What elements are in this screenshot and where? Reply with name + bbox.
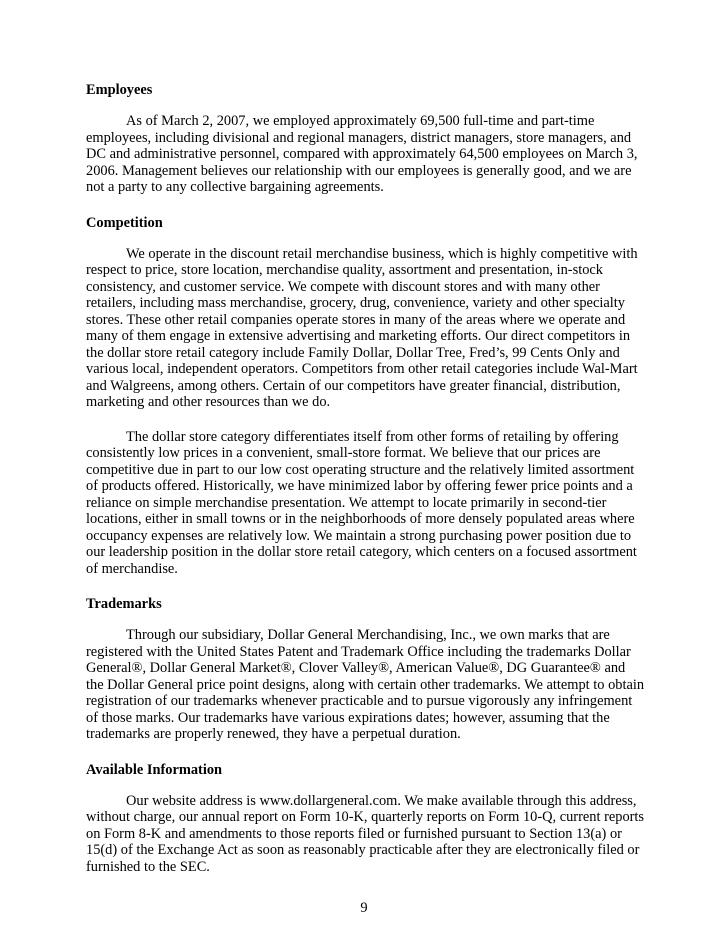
page-number: 9: [360, 900, 368, 916]
text-line: various local, independent operators. Competitors from other retail categories include Wal-Mart: [86, 361, 638, 377]
text-line: on Form 8-K and amendments to those reports filed or furnished pursuant to Section 13(a) or: [86, 825, 622, 842]
text-line: registered with the United States Patent and Trademark Office including the trademarks Dollar: [86, 643, 631, 660]
text-line: consistency, and customer service. We compete with discount stores and with many other: [86, 278, 600, 295]
section-available-information: [86, 761, 645, 876]
text-line: retailers, including mass merchandise, grocery, drug, convenience, variety and other specialty: [86, 295, 625, 311]
text-line: the Dollar General price point designs, along with certain other trademarks. We attempt to obtain: [86, 676, 645, 693]
text-line: Our website address is www.dollargeneral.com. We make available through this address,: [126, 792, 637, 809]
text-line: DC and administrative personnel, compared with approximately 64,500 employees on March 3,: [86, 146, 638, 162]
paragraph: [86, 113, 642, 196]
text-line: As of March 2, 2007, we employed approximately 69,500 full-time and part-time: [126, 113, 595, 129]
paragraph: [86, 627, 645, 743]
text-line: reliance on simple merchandise presentation. We attempt to locate primarily in second-tier: [86, 494, 607, 511]
paragraph: [86, 792, 645, 876]
section-heading: Trademarks: [86, 596, 162, 612]
section-heading: Available Information: [86, 761, 223, 778]
text-line: without charge, our annual report on Form 10-K, quarterly reports on Form 10-Q, current reports: [86, 809, 645, 825]
text-line: 15(d) of the Exchange Act as soon as reasonably practicable after they are electronically filed or: [86, 842, 640, 858]
text-line: The dollar store category differentiates itself from other forms of retailing by offering: [126, 428, 619, 445]
section-competition: [86, 214, 642, 578]
text-line: and Walgreens, among others. Certain of our competitors have greater financial, distribution,: [86, 377, 621, 394]
text-line: Through our subsidiary, Dollar General Merchandising, Inc., we own marks that are: [126, 627, 610, 643]
text-line: furnished to the SEC.: [86, 858, 210, 875]
text-line: consistently low prices in a convenient, small-store format. We believe that our prices are: [86, 445, 601, 461]
section-heading: Competition: [86, 214, 163, 231]
text-line: our leadership position in the dollar store retail category, which centers on a focused assortment: [86, 544, 637, 560]
text-line: of products offered. Historically, we have minimized labor by offering fewer price points and a: [86, 478, 633, 494]
text-line: trademarks are properly renewed, they have a perpetual duration.: [86, 726, 461, 742]
text-line: the dollar store retail category include Family Dollar, Dollar Tree, Fred’s, 99 Cents Only and: [86, 344, 620, 361]
section-heading: Employees: [86, 82, 153, 98]
text-line: not a party to any collective bargaining agreements.: [86, 179, 384, 195]
text-line: locations, either in small towns or in the neighborhoods of more densely populated areas where: [86, 511, 635, 527]
text-line: competitive due in part to our low cost operating structure and the relatively limited assortment: [86, 461, 635, 478]
section-employees: [86, 81, 642, 196]
text-line: many of them engage in extensive advertising and marketing efforts. Our direct competitors in: [86, 328, 631, 344]
section-trademarks: [86, 595, 645, 743]
text-line: registration of our trademarks whenever practicable and to pursue vigorously any infringement: [86, 693, 633, 709]
text-line: of those marks. Our trademarks have various expirations dates; however, assuming that the: [86, 709, 610, 726]
paragraph: [86, 246, 642, 411]
text-line: respect to price, store location, merchandise quality, assortment and presentation, in-stock: [86, 262, 603, 278]
text-line: We operate in the discount retail merchandise business, which is highly competitive with: [126, 245, 638, 262]
text-line: of merchandise.: [86, 560, 178, 577]
text-line: General®, Dollar General Market®, Clover Valley®, American Value®, DG Guarantee® and: [86, 660, 626, 676]
document-body: [86, 81, 645, 893]
text-line: stores. These other retail companies operate stores in many of the areas where we operate and: [86, 311, 626, 328]
text-line: employees, including divisional and regional managers, district managers, store managers, and: [86, 129, 632, 146]
paragraph: [86, 429, 642, 578]
text-line: 2006. Management believes our relationship with our employees is generally good, and we are: [86, 162, 632, 179]
text-line: marketing and other resources than we do.: [86, 394, 331, 410]
text-line: occupancy expenses are relatively low. We maintain a strong purchasing power position due to: [86, 527, 632, 544]
